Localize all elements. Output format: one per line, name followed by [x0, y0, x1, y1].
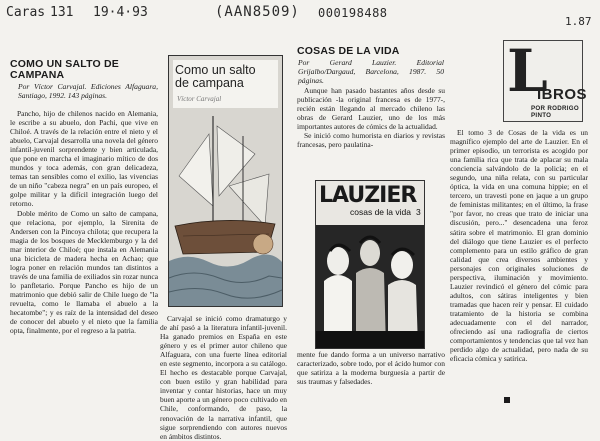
archive-code: (AAN8509)	[215, 4, 300, 20]
book-cover-title	[175, 64, 277, 90]
comic-brand: LAUZIER	[319, 183, 417, 208]
page-marker: 1.87	[565, 15, 592, 28]
left-article-body-col2	[160, 314, 287, 441]
libros-section-box	[503, 37, 588, 122]
middle-paragraph-1: Aunque han pasado bastantes años desde su publicación -la original francesa es de 1977-, recién están llegando al mercado chileno las obras de Gerard Lauzier, uno de los más importantes autores de cómics de la actualidad.	[297, 86, 445, 132]
book-cover-title-line-2: de campana	[175, 76, 244, 90]
middle-article-body	[297, 86, 445, 168]
left-paragraph-1: Pancho, hijo de chilenos nacido en Alemania, le escribe a su abuelo, don Pachi, que vive en Chiloé. A través de la relación entre el nieto y el abuelo, Carvajal desarrolla una novela del género infantil-juvenil sorprendente y bien articulada, que pone en marcha el imaginario mítico de dos mundos y toca además, con gran delicadeza, temas tan sensibles como el exilio, las vivencias de un niño "cabeza negra" en un país europeo, el golpe militar y la difícil integración luego del retorno.	[10, 109, 158, 209]
comic-number: 3	[416, 207, 421, 217]
left-title-line-1: COMO UN SALTO DE	[10, 58, 119, 70]
left-article-meta: Por Víctor Carvajal. Ediciones Alfaguara, Santiago, 1992. 143 páginas.	[18, 82, 158, 100]
left-title-line-2: CAMPANA	[10, 69, 65, 81]
middle-paragraph-3: mente fue dando forma a un universo narrativo caracterizado, sobre todo, por el ácido humor con que satiriza a la moderna burguesía a partir de sus traumas y falsedades.	[297, 350, 445, 387]
libros-word: IBROS	[537, 86, 588, 103]
left-article-title	[10, 59, 160, 81]
middle-paragraph-2: Se inició como humorista en diarios y revistas francesas, pero paulatina-	[297, 131, 445, 150]
end-mark	[504, 397, 510, 403]
book-cover-image	[168, 55, 283, 307]
comic-subtitle: cosas de la vida	[350, 207, 411, 217]
book-cover-author: Víctor Carvajal	[177, 95, 222, 103]
libros-byline: POR RODRIGO PINTO	[531, 105, 579, 119]
right-paragraph-1: El tomo 3 de Cosas de la vida es un magnífico ejemplo del arte de Lauzier. En el primer episodio, un terrorista es acogido por una familia rica que trata de aplacar su mala conciencia salvándolo de la policía; en el segundo, una niña relata, con su particular óptica, la vida en una comuna hippie; en el tercero, un travesti pone en jaque a un grupo de feministas militantes; en el último, la frase "por favor, no creas que trato de iniciar una discusión, pero..." desencadena una feroz sátira sobre el matrimonio. El gran dominio del diálogo que tiene Lauzier es el perfecto complemento para un estilo gráfico de gran calidad que crea diversos ambientes y personajes con originales soluciones de perspectiva, iluminación y movimiento. Lauzier revindicó el género del cómic para adultos, con sátiras inteligentes y bien tramadas que hacen reír y pensar. El cuidado tratamiento de la historia se combina adecuadamente con el del narrador, ofreciendo así una radiografía de ciertos comportamientos y tendencias que tal vez han perdido algo de actualidad, pero nada de su eficacia cómica y satírica.	[450, 128, 588, 364]
right-article-body	[450, 128, 588, 406]
middle-article-title: COSAS DE LA VIDA	[297, 45, 400, 57]
libros-initial: L	[507, 37, 548, 105]
middle-article-bottom	[297, 350, 445, 406]
book-cover-title-line-1: Como un salto	[175, 63, 256, 77]
ship-illustration	[169, 56, 282, 306]
issue-number: 131	[50, 5, 74, 20]
folder-label: Caras	[6, 5, 46, 20]
left-paragraph-3: Carvajal se inició como dramaturgo y de ahí pasó a la literatura infantil-juvenil. Ha ganado premios en España en este género y es el primer autor chileno que Alfaguara, con una fuerte línea editorial en este segmento, incorpora a su catálogo. El hecho es destacable porque Carvajal, con buen estilo y gran habilidad para inventar y contar historias, hace un muy buen aporte a un género poco cultivado en Chile, conformando, de paso, la renovación de la narrativa infantil, que sigue sorprendiendo con autores nuevos en ámbitos distintos.	[160, 314, 287, 441]
left-article-body	[10, 109, 158, 405]
middle-article-meta: Por Gerard Lauzier. Editorial Grijalbo/Dargaud, Barcelona, 1987. 50 páginas.	[298, 58, 444, 85]
left-paragraph-2: Doble mérito de Como un salto de campana, que relaciona, por ejemplo, la Sirenita de Andersen con la Pincoya chilota; que recupera la magia de los bosques de Mecklemburgo y la del mar interior de Chiloé; que instala en Alemania una bicicleta de madera hecha en Achao; que logra poner en relación mundos tan distintos a través de una familia de exiliados sin rozar nunca lo panfletario. Porque Pancho es hijo de un matrimonio que debió salir de Chile luego de "la revuelta, como le llamaba el abuelo a la hecatombe"; y es raíz de la intensidad del deseo de conocer del abuelo y el nieto que la familia opta, finalmente, por el regreso a la patria.	[10, 208, 158, 336]
record-id: 000198488	[318, 6, 388, 20]
handwritten-date: 19·4·93	[93, 5, 148, 20]
comic-cover-image	[315, 180, 425, 349]
